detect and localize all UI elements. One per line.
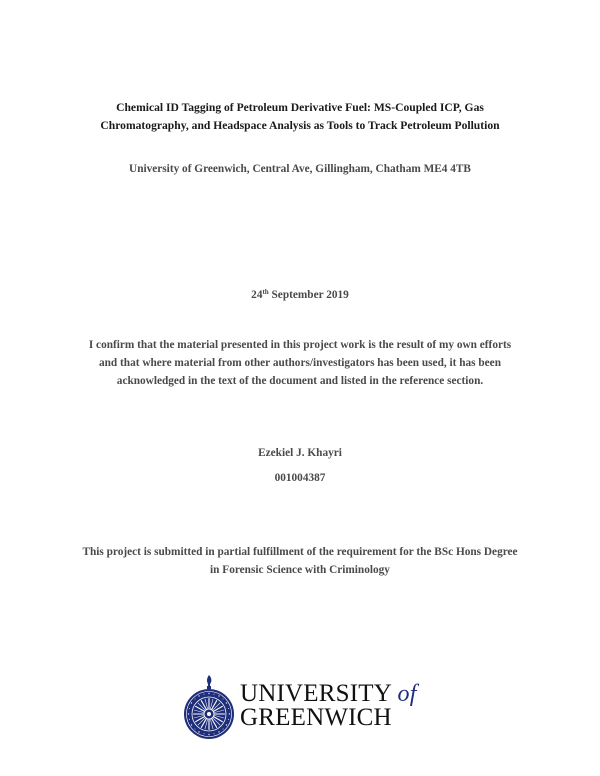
submission-line-2: in Forensic Science with Criminology bbox=[210, 564, 390, 576]
title-line-1: Chemical ID Tagging of Petroleum Derivative Fuel: MS-Coupled ICP, Gas bbox=[116, 101, 484, 114]
wordmark-of: of bbox=[397, 681, 417, 707]
student-id: 001004387 bbox=[274, 472, 326, 484]
declaration-line-3: acknowledged in the text of the document and listed in the reference section. bbox=[116, 375, 484, 387]
university-wordmark bbox=[240, 682, 417, 730]
university-seal-icon bbox=[183, 674, 235, 740]
document-title bbox=[0, 99, 600, 135]
author-name: Ezekiel J. Khayri bbox=[258, 447, 342, 459]
submission-date bbox=[0, 286, 600, 304]
date-day: 24 bbox=[251, 289, 263, 301]
wordmark-greenwich: GREENWICH bbox=[240, 704, 392, 731]
date-rest: September 2019 bbox=[268, 289, 349, 301]
submission-line-1: This project is submitted in partial fulfillment of the requirement for the BSc Hons Degree bbox=[82, 546, 518, 558]
declaration-line-1: I confirm that the material presented in this project work is the result of my own efforts bbox=[88, 339, 512, 351]
submission-statement bbox=[0, 543, 600, 579]
date-suffix: th bbox=[262, 288, 269, 296]
university-logo bbox=[183, 674, 423, 740]
declaration-line-2: and that where material from other authors/investigators has been used, it has been bbox=[99, 357, 501, 369]
institution-address: University of Greenwich, Central Ave, Gillingham, Chatham ME4 4TB bbox=[129, 163, 471, 175]
title-line-2: Chromatography, and Headspace Analysis as Tools to Track Petroleum Pollution bbox=[100, 119, 500, 132]
declaration-statement bbox=[0, 336, 600, 390]
wordmark-university: UNIVERSITY bbox=[240, 680, 392, 707]
